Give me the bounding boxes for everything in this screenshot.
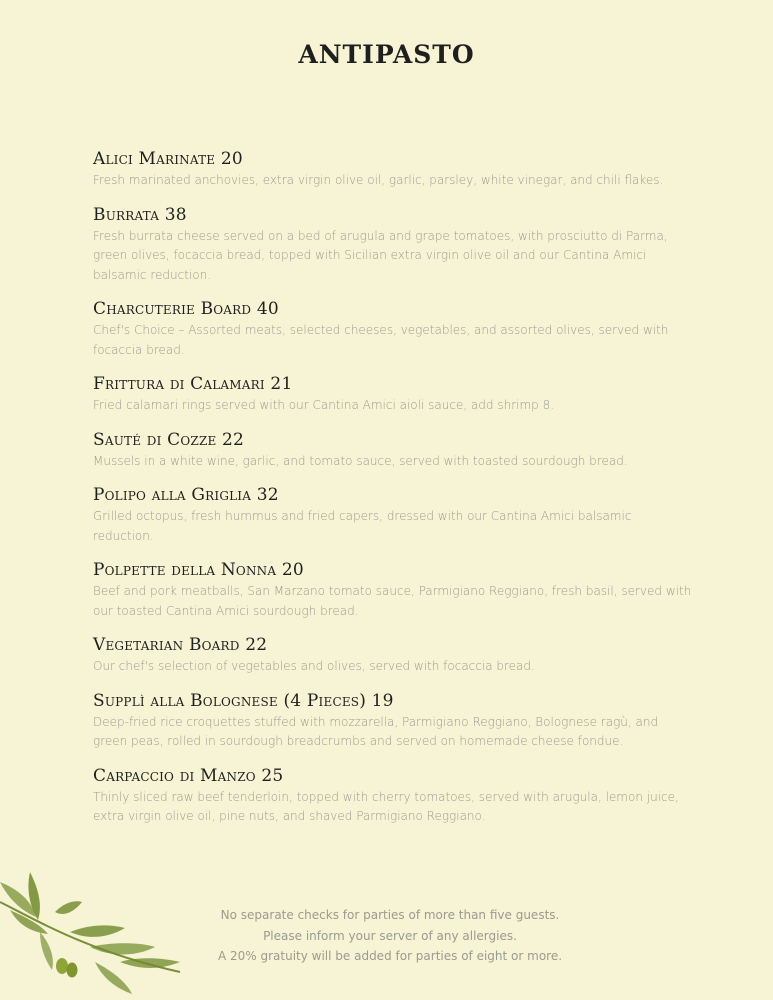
menu-item-description: Chef's Choice – Assorted meats, selected cheeses, vegetables, and assorted olives, served with focaccia bread. bbox=[93, 323, 669, 357]
footer-notes bbox=[180, 905, 600, 967]
menu-item bbox=[93, 483, 693, 546]
menu-item-name: Alici Marinate 20 bbox=[93, 149, 243, 169]
menu-item-description: Grilled octopus, fresh hummus and fried capers, dressed with our Cantina Amici balsamic reduction. bbox=[93, 509, 632, 543]
menu-item-description: Our chef's selection of vegetables and olives, served with focaccia bread. bbox=[93, 659, 535, 673]
menu-item bbox=[93, 203, 693, 286]
footer-line: No separate checks for parties of more than five guests. bbox=[220, 908, 560, 922]
menu-item-name: Vegetarian Board 22 bbox=[93, 635, 268, 655]
menu-item-name: Supplì alla Bolognese (4 Pieces) 19 bbox=[93, 690, 394, 711]
menu-item-description: Thinly sliced raw beef tenderloin, topped with cherry tomatoes, served with arugula, lemon juice, extra virgin olive oil, pine nuts, and shaved Parmigiano Reggiano. bbox=[93, 789, 679, 823]
menu-item-description: Fried calamari rings served with our Cantina Amici aioli sauce, add shrimp 8. bbox=[93, 398, 555, 412]
menu-item bbox=[93, 633, 693, 677]
menu-item-name: Frittura di Calamari 21 bbox=[93, 374, 293, 394]
menu-item-description: Beef and pork meatballs, San Marzano tomato sauce, Parmigiano Reggiano, fresh basil, served with our toasted Cantina Amici sourdough bread. bbox=[93, 584, 692, 618]
menu-item-description: Mussels in a white wine, garlic, and tomato sauce, served with toasted sourdough bread. bbox=[93, 453, 628, 468]
menu-list bbox=[93, 147, 693, 839]
olive-branch-icon bbox=[0, 862, 185, 1000]
menu-item-description: Deep-fried rice croquettes stuffed with mozzarella, Parmigiano Reggiano, Bolognese ragù, and green peas, rolled in sourdough breadcrumbs and served on homemade cheese fondue. bbox=[93, 714, 659, 748]
page-title: ANTIPASTO bbox=[298, 40, 475, 69]
menu-item-description: Fresh burrata cheese served on a bed of arugula and grape tomatoes, with prosciutto di Parma, green olives, focaccia bread, topped with Sicilian extra virgin olive oil and our Cantina Amici balsamic reduction. bbox=[93, 228, 668, 282]
menu-item bbox=[93, 372, 693, 416]
menu-item bbox=[93, 558, 693, 621]
menu-item bbox=[93, 147, 693, 191]
menu-item-name: Polipo alla Griglia 32 bbox=[93, 485, 279, 505]
footer-line: A 20% gratuity will be added for parties of eight or more. bbox=[217, 949, 563, 963]
menu-item-description: Fresh marinated anchovies, extra virgin olive oil, garlic, parsley, white vinegar, and chili flakes. bbox=[93, 173, 664, 187]
menu-item-name: Charcuterie Board 40 bbox=[93, 299, 279, 319]
menu-item bbox=[93, 689, 693, 752]
menu-item bbox=[93, 764, 693, 827]
menu-item-name: Burrata 38 bbox=[93, 204, 187, 225]
menu-item bbox=[93, 297, 693, 360]
menu-item-name: Polpette della Nonna 20 bbox=[93, 560, 304, 580]
footer-line: Please inform your server of any allergies. bbox=[263, 928, 517, 943]
menu-item-name: Sauté di Cozze 22 bbox=[93, 429, 245, 450]
menu-item bbox=[93, 428, 693, 472]
menu-item-name: Carpaccio di Manzo 25 bbox=[93, 765, 284, 786]
